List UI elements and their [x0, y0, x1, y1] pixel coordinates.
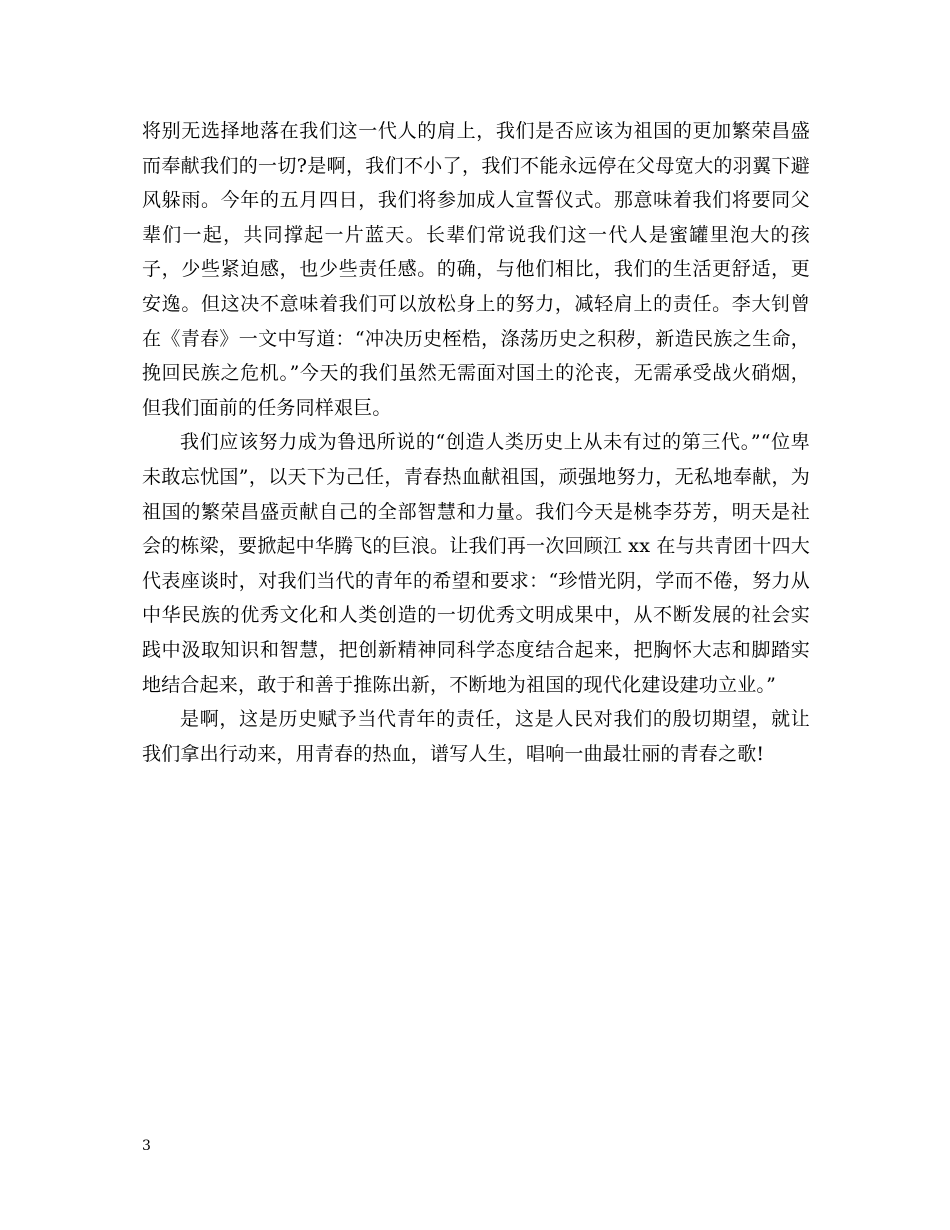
paragraph-1: 将别无选择地落在我们这一代人的肩上，我们是否应该为祖国的更加繁荣昌盛而奉献我们的一切?是啊，我们不小了，我们不能永远停在父母宽大的羽翼下避风躲雨。今年的五月四日，我们将参加成人宣誓仪式。那意味着我们将要同父辈们一起，共同撑起一片蓝天。长辈们常说我们这一代人是蜜罐里泡大的孩子，少些紧迫感，也少些责任感。的确，与他们相比，我们的生活更舒适，更安逸。但这决不意味着我们可以放松身上的努力，减轻肩上的责任。李大钊曾在《青春》一文中写道：“冲决历史桎梏，涤荡历史之积秽，新造民族之生命，挽回民族之危机。”今天的我们虽然无需面对国土的沦丧，无需承受战火硝烟，但我们面前的任务同样艰巨。 — [142, 120, 810, 419]
paragraph-3: 是啊，这是历史赋予当代青年的责任，这是人民对我们的殷切期望，就让我们拿出行动来，用青春的热血，谱写人生，唱响一曲最壮丽的青春之歌! — [142, 708, 810, 765]
page-number: 3 — [142, 1138, 151, 1154]
paragraph-2: 我们应该努力成为鲁迅所说的“创造人类历史上从未有过的第三代。”“位卑未敢忘忧国”，以天下为己任，青春热血献祖国，顽强地努力，无私地奉献，为祖国的繁荣昌盛贡献自己的全部智慧和力量。我们今天是桃李芬芳，明天是社会的栋梁，要掀起中华腾飞的巨浪。让我们再一次回顾江 xx 在与共青团十四大代表座谈时，对我们当代的青年的希望和要求：“珍惜光阴，学而不倦，努力从中华民族的优秀文化和人类创造的一切优秀文明成果中，从不断发展的社会实践中汲取知识和智慧，把创新精神同科学态度结合起来，把胸怀大志和脚踏实地结合起来，敢于和善于推陈出新，不断地为祖国的现代化建设建功立业。” — [142, 431, 810, 696]
body-text — [142, 114, 810, 771]
